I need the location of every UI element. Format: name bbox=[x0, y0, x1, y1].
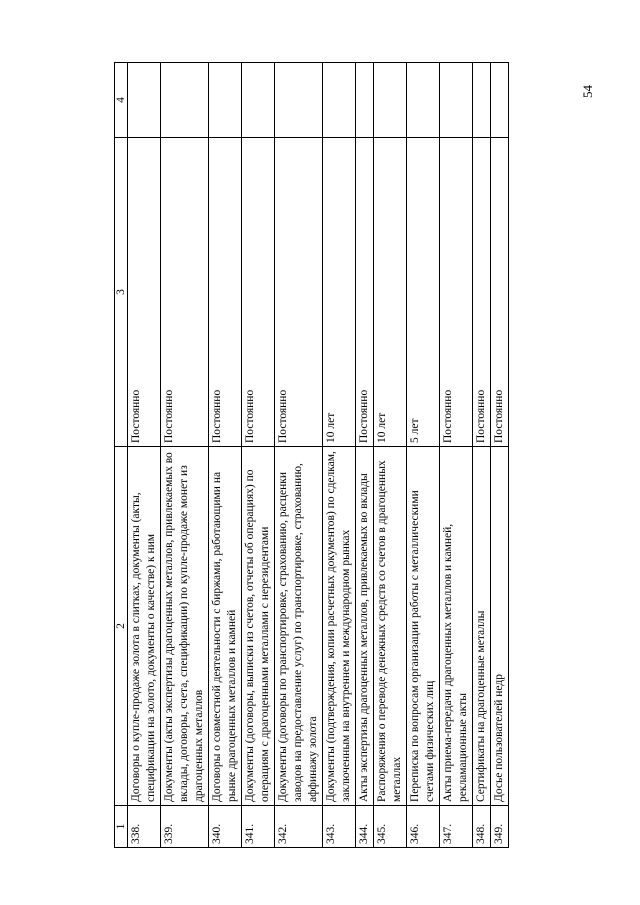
row-retention-term: Постоянно bbox=[356, 138, 374, 447]
row-number: 346. bbox=[407, 806, 440, 848]
table-row bbox=[356, 63, 374, 848]
row-number: 344. bbox=[356, 806, 374, 848]
row-number: 340. bbox=[209, 806, 242, 848]
header-row bbox=[115, 63, 128, 848]
header-col-2: 2 bbox=[115, 447, 128, 806]
row-number: 343. bbox=[323, 806, 356, 848]
row-number: 342. bbox=[275, 806, 323, 848]
row-description: Документы (акты экспертизы драгоценных металлов, привлекаемых во вклады, договоры, счета, спецификации) по купле-продаже монет из драгоценных металлов bbox=[161, 447, 209, 806]
row-number: 347. bbox=[440, 806, 473, 848]
table-row bbox=[473, 63, 491, 848]
table-row bbox=[374, 63, 407, 848]
row-note bbox=[374, 63, 407, 138]
table-row bbox=[323, 63, 356, 848]
row-description: Договоры о купле-продаже золота в слитках, документы (акты, спецификации на золото, документы о качестве) к ним bbox=[128, 447, 161, 806]
row-description: Документы (договоры по транспортировке, страхованию, расценки заводов на предоставление услуг) по транспортировке, страхованию, аффинажу золота bbox=[275, 447, 323, 806]
row-retention-term: Постоянно bbox=[473, 138, 491, 447]
row-number: 339. bbox=[161, 806, 209, 848]
row-retention-term: Постоянно bbox=[491, 138, 509, 447]
row-description: Распоряжения о переводе денежных средств со счетов в драгоценных металлах bbox=[374, 447, 407, 806]
row-retention-term: Постоянно bbox=[275, 138, 323, 447]
table-row bbox=[407, 63, 440, 848]
row-retention-term: Постоянно bbox=[440, 138, 473, 447]
header-col-3: 3 bbox=[115, 138, 128, 447]
row-note bbox=[440, 63, 473, 138]
table-row bbox=[161, 63, 209, 848]
row-description: Документы (подтверждения, копии расчетных документов) по сделкам, заключенным на внутреннем и международном рынках bbox=[323, 447, 356, 806]
row-note bbox=[209, 63, 242, 138]
row-number: 348. bbox=[473, 806, 491, 848]
row-retention-term: 5 лет bbox=[407, 138, 440, 447]
table-row bbox=[440, 63, 473, 848]
row-number: 341. bbox=[242, 806, 275, 848]
table-row bbox=[275, 63, 323, 848]
page-number: 54 bbox=[580, 85, 595, 98]
row-description: Акты экспертизы драгоценных металлов, привлекаемых во вклады bbox=[356, 447, 374, 806]
table-row bbox=[242, 63, 275, 848]
header-col-1: 1 bbox=[115, 806, 128, 848]
row-note bbox=[323, 63, 356, 138]
row-note bbox=[128, 63, 161, 138]
row-note bbox=[161, 63, 209, 138]
row-description: Документы (договоры, выписки из счетов, отчеты об операциях) по операциям с драгоценными металлами с нерезидентами bbox=[242, 447, 275, 806]
table-row bbox=[491, 63, 509, 848]
row-description: Досье пользователей недр bbox=[491, 447, 509, 806]
row-description: Договоры о совместной деятельности с биржами, работающими на рынке драгоценных металлов и камней bbox=[209, 447, 242, 806]
row-retention-term: Постоянно bbox=[128, 138, 161, 447]
row-note bbox=[473, 63, 491, 138]
row-note bbox=[275, 63, 323, 138]
row-retention-term: Постоянно bbox=[209, 138, 242, 447]
rotated-table-frame bbox=[114, 63, 565, 848]
row-number: 349. bbox=[491, 806, 509, 848]
header-col-4: 4 bbox=[115, 63, 128, 138]
row-number: 338. bbox=[128, 806, 161, 848]
row-note bbox=[491, 63, 509, 138]
row-note bbox=[356, 63, 374, 138]
row-retention-term: Постоянно bbox=[242, 138, 275, 447]
row-note bbox=[242, 63, 275, 138]
row-number: 345. bbox=[374, 806, 407, 848]
row-retention-term: 10 лет bbox=[374, 138, 407, 447]
table-body bbox=[128, 63, 509, 848]
row-description: Переписка по вопросам организации работы с металлическими счетами физических лиц bbox=[407, 447, 440, 806]
row-retention-term: Постоянно bbox=[161, 138, 209, 447]
table-row bbox=[209, 63, 242, 848]
table-row bbox=[128, 63, 161, 848]
row-description: Акты приема-передачи драгоценных металлов и камней, рекламационные акты bbox=[440, 447, 473, 806]
row-description: Сертификаты на драгоценные металлы bbox=[473, 447, 491, 806]
retention-table bbox=[114, 62, 509, 848]
row-retention-term: 10 лет bbox=[323, 138, 356, 447]
row-note bbox=[407, 63, 440, 138]
